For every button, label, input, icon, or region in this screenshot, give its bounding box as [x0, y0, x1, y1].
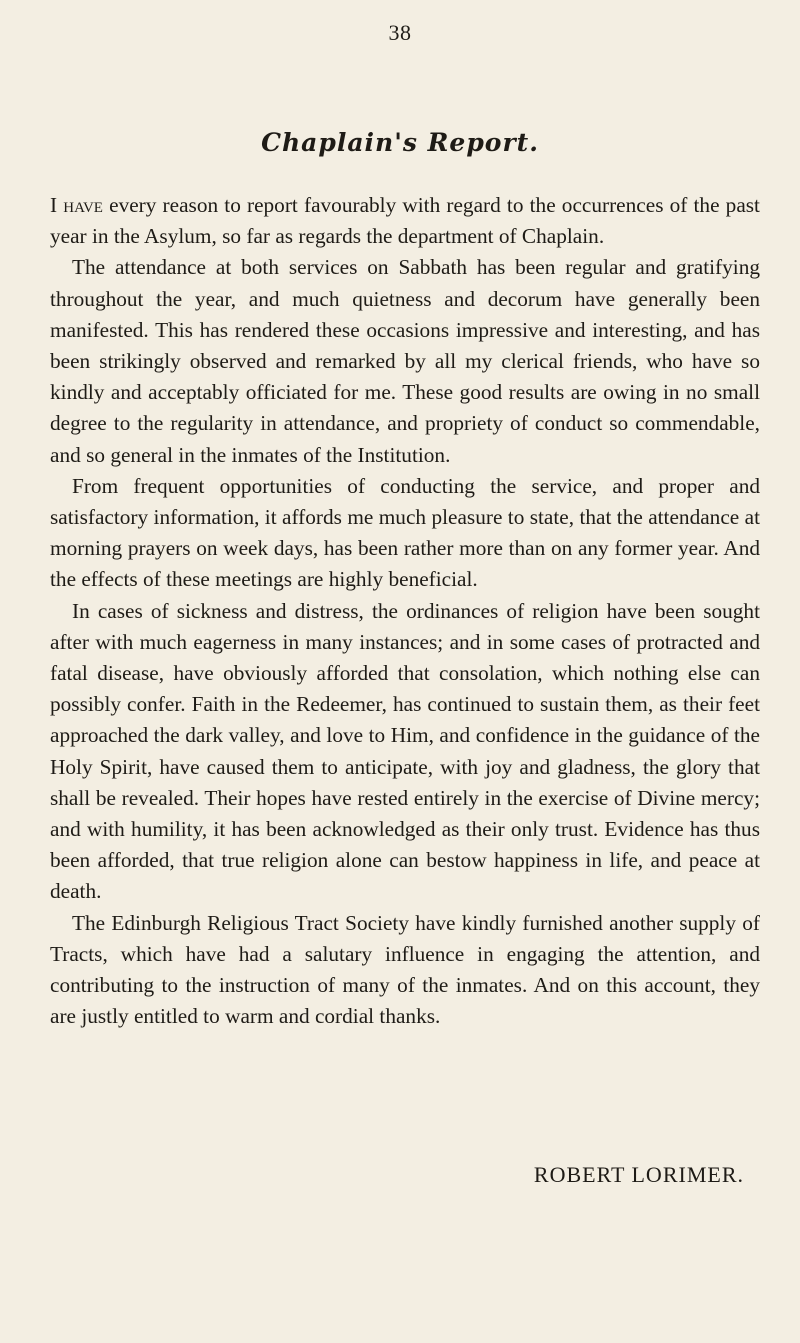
report-body — [50, 190, 760, 1032]
paragraph-3: From frequent opportunities of conducting the service, and proper and satisfactory information, it affords me much pleasure to state, that the attendance at morning prayers on week days, has been rather more than on any former year. And the effects of these meetings are highly beneficial. — [50, 473, 760, 592]
report-title: Chaplain's Report. — [261, 128, 539, 157]
paragraph-1 — [50, 190, 760, 252]
opening-words: I have — [50, 193, 103, 217]
page-number: 38 — [388, 20, 412, 45]
paragraph-5: The Edinburgh Religious Tract Society have kindly furnished another supply of Tracts, which have had a salutary influence in engaging the attention, and contributing to the instruction of many of the inmates. And on this account, they are justly entitled to warm and cordial thanks. — [50, 910, 760, 1029]
paragraph-2: The attendance at both services on Sabbath has been regular and gratifying throughout the year, and much quietness and decorum have generally been manifested. This has rendered these occasions impressive and interesting, and has been strikingly observed and remarked by all my clerical friends, who have so kindly and acceptably officiated for me. These good results are owing in no small degree to the regularity in attendance, and propriety of conduct so commendable, and so general in the inmates of the Institution. — [50, 255, 760, 467]
paragraph-4: In cases of sickness and distress, the ordinances of religion have been sought after with much eagerness in many instances; and in some cases of protracted and fatal disease, have obviously afforded that consolation, which nothing else can possibly confer. Faith in the Redeemer, has continued to sustain them, as their feet approached the dark valley, and love to Him, and confidence in the guidance of the Holy Spirit, have caused them to anticipate, with joy and gladness, the glory that shall be revealed. Their hopes have rested entirely in the exercise of Divine mercy; and with humility, it has been acknowledged as their only trust. Evidence has thus been afforded, that true religion alone can bestow happiness in life, and peace at death. — [50, 598, 760, 904]
paragraph-1-text: every reason to report favourably with regard to the occurrences of the past year in the Asylum, so far as regards the department of Chaplain. — [50, 193, 760, 249]
signature: ROBERT LORIMER. — [533, 1162, 744, 1187]
